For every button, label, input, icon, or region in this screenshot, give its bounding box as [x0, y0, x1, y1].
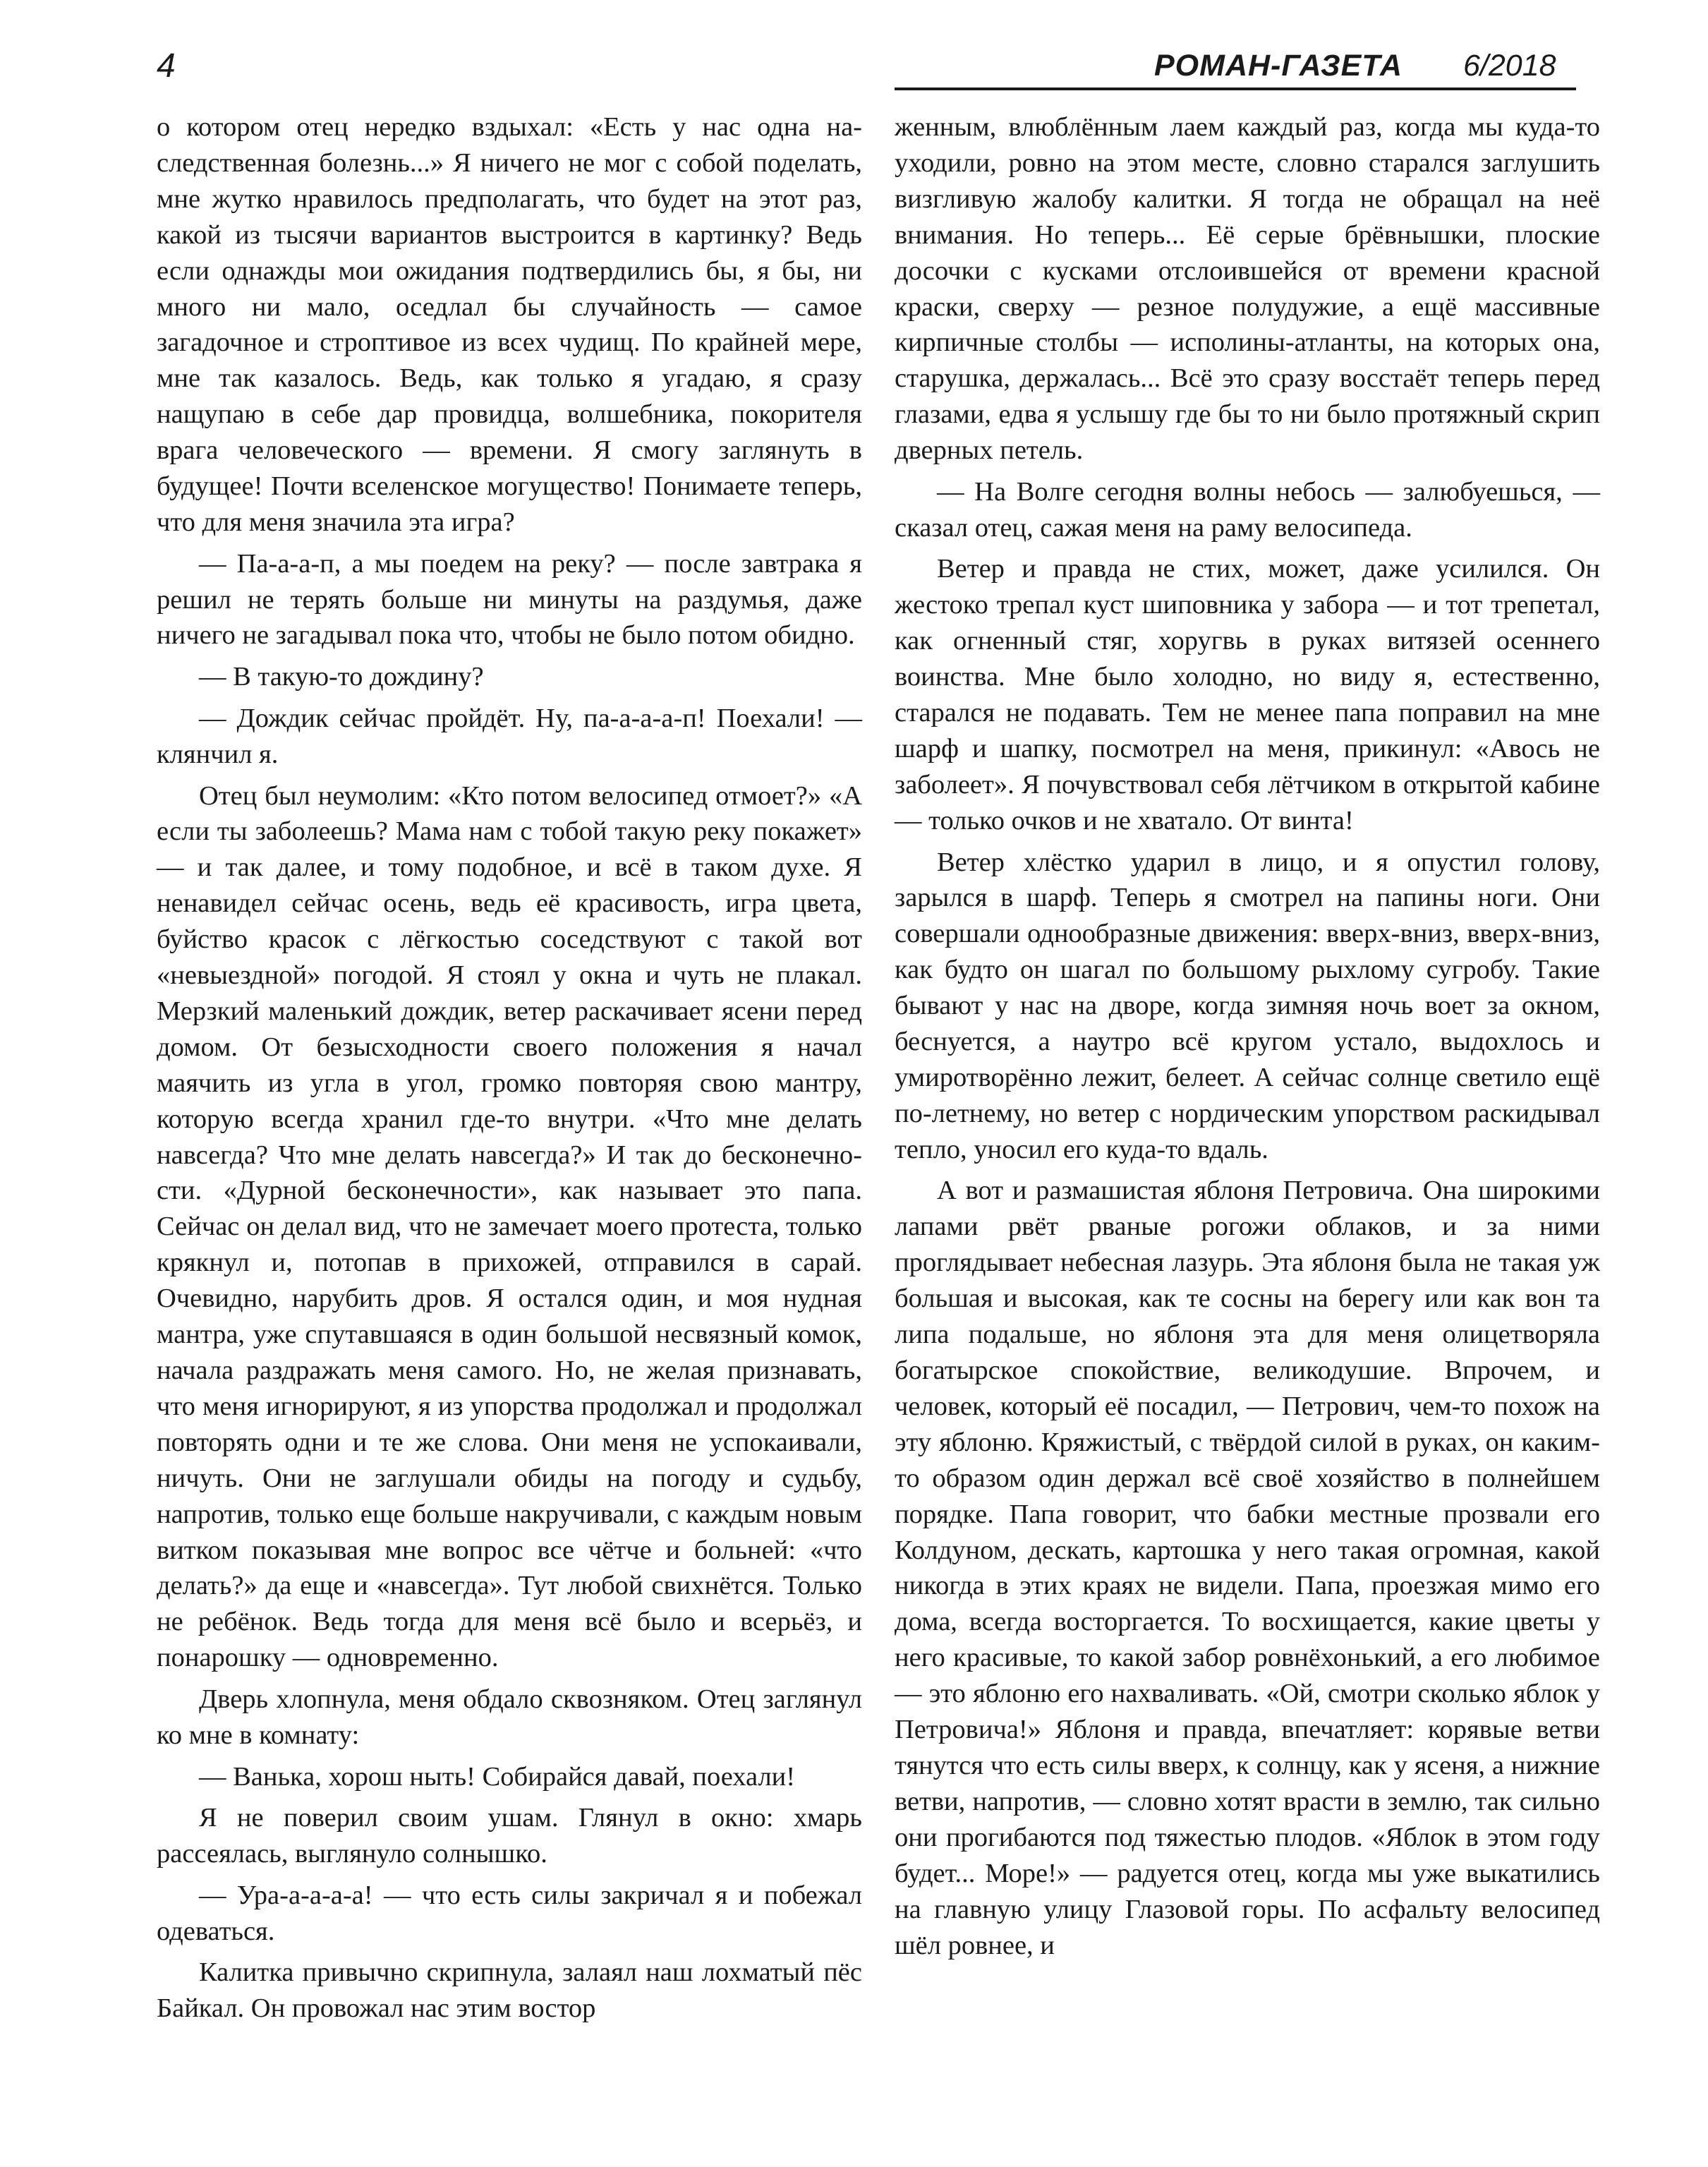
- paragraph: Отец был неумолим: «Кто потом велосипед отмоет?» «А если ты заболеешь? Мама нам с тобой такую реку покажет» — и так далее, и тому подобное, и всё в таком духе. Я ненавидел сейчас осень, ведь её красивость, игра цвета, буйство красок с лёгкостью соседствуют с такой вот «невыездной» погодой. Я стоял у окна и чуть не плакал. Мерзкий маленький дождик, ветер раскачивает ясени перед домом. От безысходности своего положения я начал маячить из угла в угол, громко повторяя свою мантру, которую всегда хранил где-то внутри. «Что мне делать навсегда? Что мне делать навсегда?» И так до бесконечности. «Дурной бесконечности», как называет это папа. Сейчас он делал вид, что не замечает моего протеста, только крякнул и, потопав в прихожей, отправился в сарай. Очевидно, нарубить дров. Я остался один, и моя нудная мантра, уже спутавшаяся в один большой несвязный комок, начала раздражать меня самого. Но, не желая признавать, что меня игнорируют, я из упорства продолжал и продолжал повторять одни и те же слова. Они меня не успокаивали, ничуть. Они не заглушали обиды на погоду и судьбу, напротив, только еще больше накручивали, с каждым новым витком показывая мне вопрос все чётче и больней: «что делать?» да еще и «навсегда». Тут любой свихнётся. Только не ребёнок. Ведь тогда для меня всё было и всерьёз, и понарошку — одновременно.: [157, 780, 862, 1673]
- paragraph: — На Волге сегодня волны небось — залюбуешься, — сказал отец, сажая меня на раму велосипеда.: [895, 476, 1600, 543]
- issue-number: 6/2018: [1463, 49, 1556, 83]
- magazine-title: РОМАН-ГАЗЕТА: [1154, 49, 1403, 83]
- paragraph: Калитка привычно скрипнула, залаял наш лохматый пёс Байкал. Он провожал нас этим востор: [157, 1957, 862, 2024]
- page-number: 4: [157, 47, 176, 85]
- header-rule: [895, 87, 1576, 90]
- left-column: [157, 109, 862, 2027]
- paragraph: А вот и размашистая яблоня Петровича. Она широкими лапами рвёт рваные рогожи облаков, и за ними проглядывает небесная лазурь. Эта яблоня была не такая уж большая и высокая, как те сосны на берегу или как вон та липа подальше, но яблоня эта для меня олицетворяла богатырское спокойствие, великодушие. Впрочем, и человек, который её посадил, — Петрович, чем-то похож на эту яблоню. Кряжистый, с твёрдой силой в руках, он каким-то образом один держал всё своё хозяйство в полнейшем порядке. Папа говорит, что бабки местные прозвали его Колдуном, дескать, картошка у него такая огромная, какой никогда в этих краях не видели. Папа, проезжая мимо его дома, всегда восторгается. То восхищается, какие цветы у него красивые, то какой забор ровнёхонький, а его любимое — это яблоню его нахваливать. «Ой, смотри сколько яблок у Петровича!» Яблоня и правда, впечатляет: корявые ветви тянутся что есть силы вверх, к солнцу, как у ясеня, а нижние ветви, напротив, — словно хотят врасти в землю, так сильно они прогибаются под тяжестью плодов. «Яблок в этом году будет... Море!» — радуется отец, когда мы уже выкатились на главную улицу Глазовой горы. По асфальту велосипед шёл ровнее, и: [895, 1176, 1600, 1960]
- paragraph: — В такую-то дождину?: [199, 662, 484, 692]
- paragraph: женным, влюблённым лаем каждый раз, когда мы куда-то уходили, ровно на этом месте, словно старался заглушить визгливую жалобу калитки. Я тогда не обращал на неё внимания. Но теперь... Её серые брёвнышки, плоские досочки с кусками отслоившейся от времени красной краски, сверху — резное полудужие, а ещё массивные кирпичные столбы — исполины-атланты, на которых она, старушка, держалась... Всё это сразу восстаёт теперь перед глазами, едва я услышу где бы то ни было протяжный скрип дверных петель.: [895, 112, 1600, 466]
- paragraph: — Ванька, хорош ныть! Собирайся давай, поехали!: [199, 1761, 796, 1792]
- right-column: [895, 109, 1600, 1963]
- paragraph: — Ура-а-а-а-а! — что есть силы закричал я и побежал одеваться.: [157, 1880, 862, 1946]
- paragraph: о котором отец нередко вздыхал: «Есть у нас одна наследственная болезнь...» Я ничего не мог с собой поделать, мне жутко нравилось предполагать, что будет на этот раз, какой из тысячи вариантов выстроится в картинку? Ведь если однажды мои ожидания подтвердились бы, я бы, ни много ни мало, оседлал бы случайность — самое загадочное и строптивое из всех чудищ. По крайней мере, мне так казалось. Ведь, как только я угадаю, я сразу нащупаю в себе дар провидца, волшебника, покорителя врага человеческого — времени. Я смогу заглянуть в будущее! Почти вселенское могущество! Понимаете теперь, что для меня значила эта игра?: [157, 112, 862, 537]
- paragraph: — Па-а-а-п, а мы поедем на реку? — после завтрака я решил не терять больше ни минуты на раздумья, даже ничего не загадывал пока что, чтобы не было потом обидно.: [157, 548, 862, 651]
- paragraph: Я не поверил своим ушам. Глянул в окно: хмарь рассеялась, выглянуло солнышко.: [157, 1803, 862, 1869]
- paragraph: Ветер хлёстко ударил в лицо, и я опустил голову, зарылся в шарф. Теперь я смотрел на папины ноги. Они совершали однообразные движения: вверх-вниз, вверх-вниз, как будто он шагал по большому рыхлому сугробу. Такие бывают у нас на дворе, когда зимняя ночь воет за окном, беснуется, а наутро всё кругом устало, выдохлось и умиротворённо лежит, белеет. А сейчас солнце светило ещё по-летнему, но ветер с нордическим упорством раскидывал тепло, уносил его куда-то вдаль.: [895, 847, 1600, 1164]
- paragraph: — Дождик сейчас пройдёт. Ну, па-а-а-а-п! Поехали! — клянчил я.: [157, 703, 862, 769]
- paragraph: Ветер и правда не стих, может, даже усилился. Он жестоко трепал куст шиповника у забора — и тот трепетал, как огненный стяг, хоругвь в руках витязей осеннего воинства. Мне было холодно, но виду я, естественно, старался не подавать. Тем не менее папа поправил на мне шарф и шапку, посмотрел на меня, прикинул: «Авось не заболеет». Я почувствовал себя лётчиком в открытой кабине — только очков и не хватало. От винта!: [895, 554, 1600, 835]
- paragraph: Дверь хлопнула, меня обдало сквозняком. Отец заглянул ко мне в комнату:: [157, 1684, 862, 1750]
